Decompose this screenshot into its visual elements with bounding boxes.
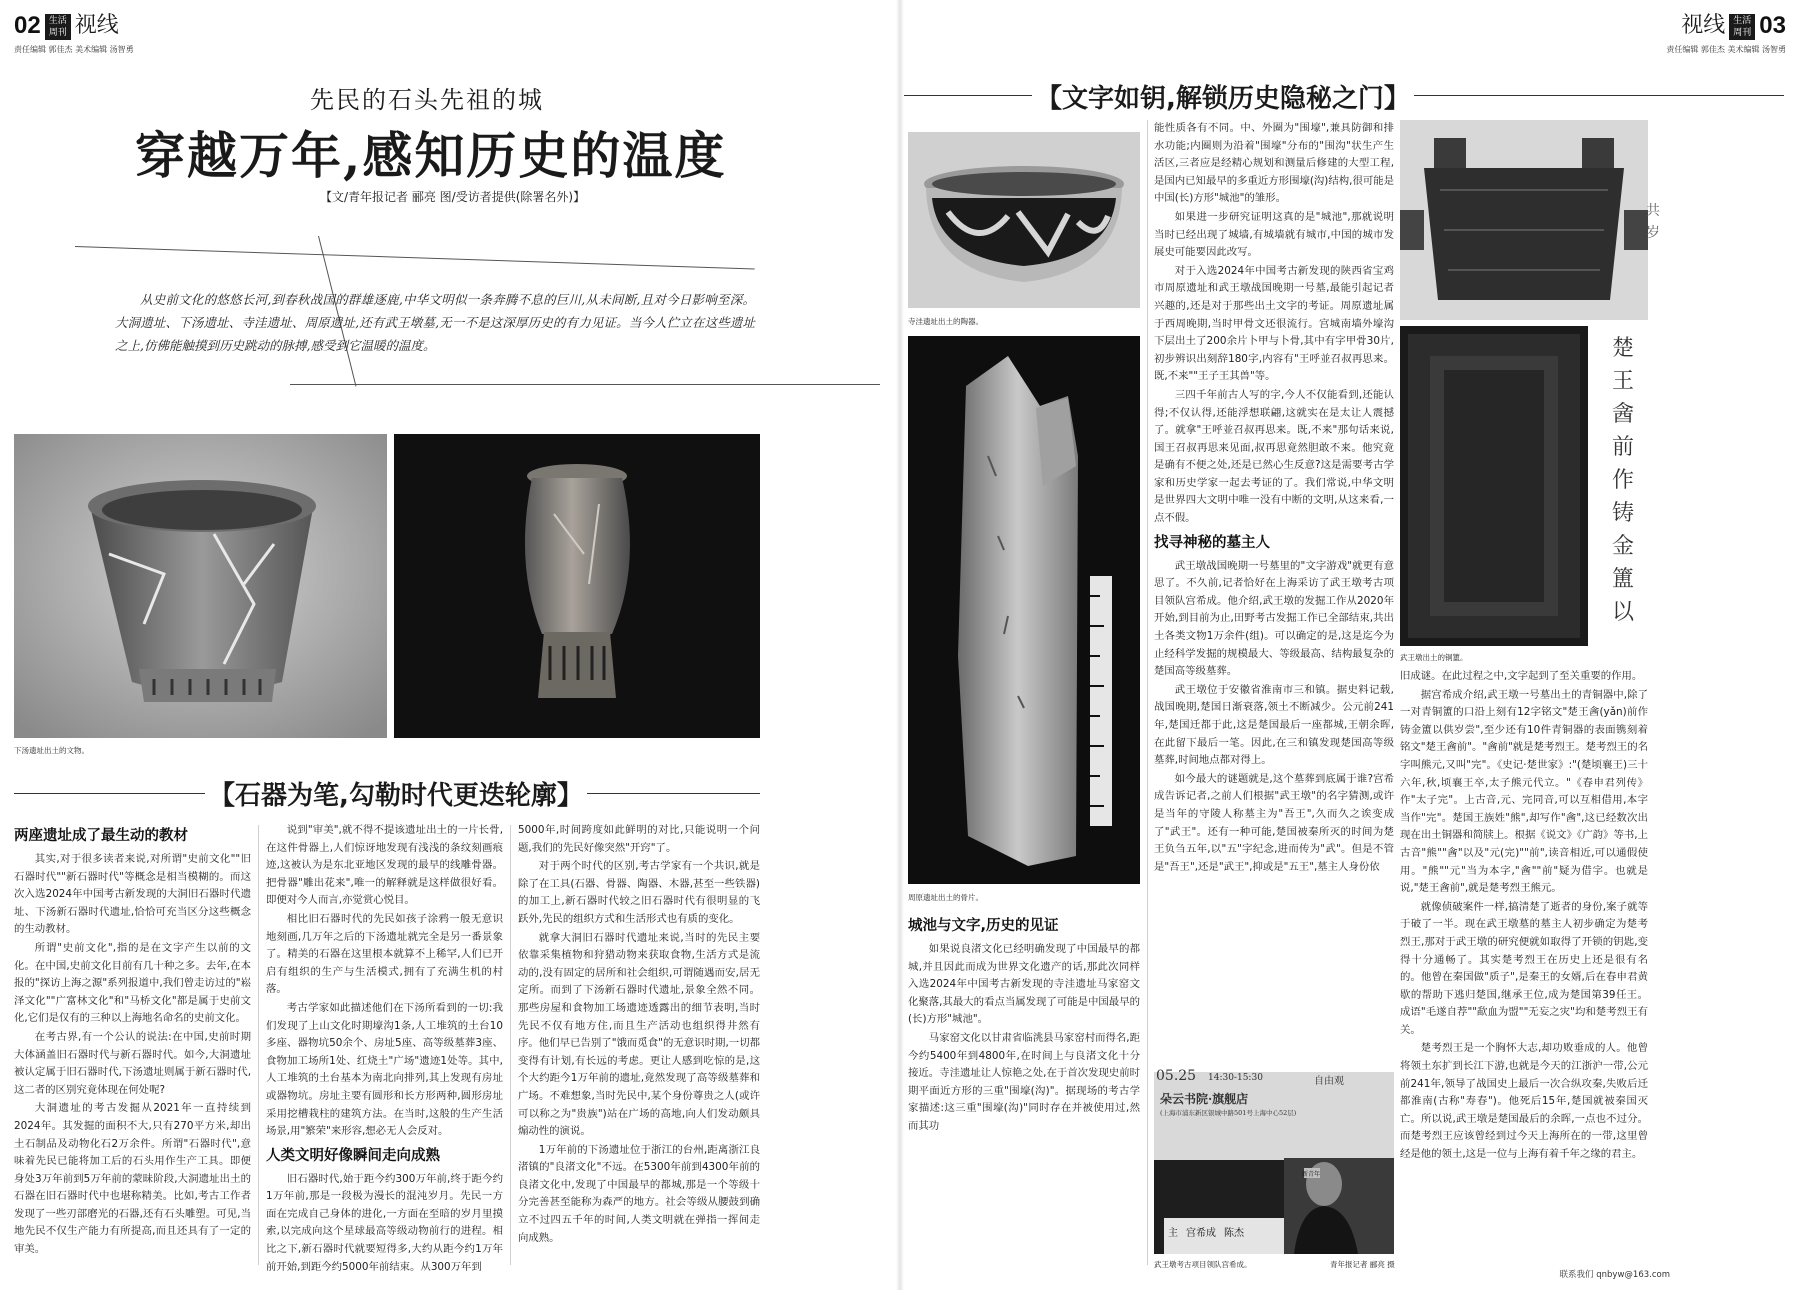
event-time: 14:30-15:30 — [1208, 1073, 1263, 1083]
event-venue: 朵云书院·旗舰店 — [1160, 1092, 1249, 1106]
photo-bronze-fu-interior — [1400, 326, 1588, 646]
page-number: 03 — [1759, 12, 1786, 39]
editors-credit: 责任编辑 郭佳杰 美术编辑 汤智勇 — [1666, 45, 1786, 54]
photo-archaeologist-talk — [1154, 1068, 1394, 1254]
event-banner — [1154, 1068, 1394, 1160]
left-column-2 — [266, 822, 503, 1273]
page-number: 02 — [14, 12, 41, 39]
newspaper-logo: 生活周刊 — [1729, 14, 1755, 40]
paragraph: 楚考烈王是一个胸怀大志,却功败垂成的人。他曾将领土东扩到长江下游,也就是今天的江浙沪一带,公元前241年,领导了战国史上最后一次合纵攻秦,失败后迁都淮南(古称"寿春")。他死后15年,楚国就被秦国灭亡。所以说,武王墩是楚国最后的余晖,一点也不过分。而楚考烈王应该曾经到过今天上海所在的一带,这里曾经是他的领土,这是一位与上海有着千年之缘的君主。 — [1400, 1042, 1648, 1161]
column-divider — [258, 825, 259, 1265]
intro-frame-top-line — [75, 246, 755, 270]
photo-credit: 青年报记者 郦亮 摄 — [1330, 1260, 1395, 1269]
left-masthead — [14, 12, 134, 54]
paragraph: 旧石器时代,始于距今约300万年前,终于距今约1万年前,那是一段极为漫长的混沌岁月。先民一方面在完成自己身体的进化,一方面在至暗的岁月里摸索,以完成向这个星球最高等级动物前行的进程。相比之下,新石器时代就要短得多,大约从距今约1万年前开始,到距今约5000年前结束。从300万年到 — [266, 1172, 503, 1273]
subheading-civilization-matures: 人类文明好像瞬间走向成熟 — [266, 1147, 440, 1164]
desk-nameplates — [1168, 1224, 1244, 1239]
paragraph: 5000年,时间跨度如此鲜明的对比,只能说明一个问题,我们的先民好像突然"开窍"了。 — [518, 824, 760, 854]
right-page — [900, 0, 1800, 1290]
paragraph: 大洞遗址的考古发掘从2021年一直持续到2024年。其发掘的面积不大,只有270平方米,却出土石制品及动物化石2万余件。所谓"石器时代",意味着先民已能将加工后的石头用作生产工具。即便身处3万年前到5万年前的蒙昧阶段,大洞遗址出土的石器在旧石器时代中也堪称精美。比如,考古工作者发现了一些刃部磨光的石器,还有石头雕塑。可见,当地先民不仅生产能力有所提高,而且还具有了一定的审美。 — [14, 1102, 251, 1256]
article-subtitle: 先民的石头先祖的城 — [310, 86, 544, 114]
subheading-tomb-owner: 找寻神秘的墓主人 — [1154, 534, 1270, 551]
column-divider — [510, 825, 511, 1265]
inscription-char: 岁 — [1646, 225, 1660, 241]
paragraph: 对于入选2024年中国考古新发现的陕西省宝鸡市周原遗址和武王墩战国晚期一号墓,最能引起记者兴趣的,还是对于那些出土文字的考证。周原遗址属于西周晚期,当时甲骨文还很流行。宫城南墙外壕沟下层出土了200余片卜甲与卜骨,其中有字甲骨30片,初步辨识出刻辞180字,内容有"王呼並召叔再思来。既,不来""王子王其兽"等。 — [1154, 264, 1394, 383]
subheading-cities-writing: 城池与文字,历史的见证 — [908, 918, 1059, 934]
subheading-two-sites: 两座遗址成了最生动的教材 — [14, 828, 188, 844]
paragraph: 其实,对于很多读者来说,对所谓"史前文化""旧石器时代""新石器时代"等概念是相当模糊的。而这次入选2024年中国考古新发现的大洞旧石器时代遗址、下汤新石器时代遗址,恰恰可充当区分这些概念的生动教材。 — [14, 853, 251, 936]
paragraph: 能性质各有不同。中、外圈为"围壕",兼具防御和排水功能;内圈则为沿着"围壕"分布的"围沟"状生产生活区,三者应是经精心规划和测量后修建的大型工程,是国内已知最早的多重近方形围壕(沟)结构,很可能是中国(长)方形"城池"的雏形。 — [1154, 122, 1395, 205]
paragraph: 1万年前的下汤遗址位于浙江的台州,距离浙江良渚镇的"良渚文化"不远。在5300年前到4300年前的良渚文化中,发现了中国最早的都城,那是一个等级十分完善甚至能称为森严的地方。社会等级从腰鼓到确立不过四五千年的时间,人类文明就在弹指一挥间走向成熟。 — [518, 1143, 760, 1244]
right-column-a — [908, 915, 1140, 1265]
desk-label: 宫希成 — [1186, 1228, 1216, 1239]
paragraph: 马家窑文化以甘肃省临洮县马家窑村而得名,距今约5400年到4800年,在时间上与良渚文化十分接近。寺洼遗址让人惊艳之处,在于首次发现史前时期平面近方形的三重"围壕(沟)"。据现场的考古学家描述:这三重"围壕(沟)"同时存在并被使用过,然而其功 — [908, 1031, 1140, 1132]
paragraph: 对于两个时代的区别,考古学家有一个共识,就是除了在工具(石器、骨器、陶器、木器,甚至一些铁器)的加工上,新石器时代较之旧石器时代有很明显的飞跃外,先民的组织方式和生活形式也有质的变化。 — [518, 860, 760, 925]
inscription-char: 铸 — [1611, 501, 1634, 526]
photo-caption-archaeologist: 武王墩考古项目领队宫希成。 — [1154, 1260, 1252, 1269]
event-label: 自由观 — [1314, 1076, 1344, 1087]
inscription-char: 簠 — [1611, 567, 1634, 592]
paragraph: 就像侦破案件一样,搞清楚了逝者的身份,案子就等于破了一半。现在武王墩墓的墓主人初步确定为楚考烈王,那对于武王墩的研究便就如取得了开锁的钥匙,变得十分通畅了。其实楚考烈王在历史上还是很有名的。他曾在秦国做"质子",是秦王的女婿,后在春申君黄歇的帮助下逃归楚国,继承王位,成为楚国第39任王。成语"毛遂自荐""歃血为盟""无妄之灾"均和楚考烈王有关。 — [1400, 900, 1648, 1036]
inscription-char: 以 — [1611, 600, 1634, 625]
photo-bronze-fu-top — [1400, 120, 1648, 320]
bronze-inscription — [1606, 332, 1640, 629]
paragraph: 相比旧石器时代的先民如孩子涂鸦一般无意识地刻画,几万年之后的下汤遗址就完全是另一番景象了。精美的石器在这里根本就算不上稀罕,人们已开启有组织的生产与生活模式,拥有了充满生机的村落。 — [266, 912, 503, 996]
section-name: 视线 — [1681, 13, 1726, 38]
left-column-1 — [14, 825, 251, 1265]
newspaper-logo: 生活周刊 — [45, 14, 71, 40]
event-address: (上海市浦东新区银城中路501号上海中心52层) — [1160, 1109, 1297, 1117]
photo-xiatang-jar — [394, 434, 760, 738]
inscription-char: 王 — [1611, 369, 1634, 394]
paragraph: 如果说良渚文化已经明确发现了中国最早的都城,并且因此而成为世界文化遗产的话,那此次同样入选2024年中国考古新发现的寺洼遗址马家窑文化聚落,其最大的看点当属发现了可能是中国最早的(长)方形"城池"。 — [908, 943, 1140, 1026]
paragraph: 据宫希成介绍,武王墩一号墓出土的青铜器中,除了一对青铜簠的口沿上刻有12字铭文"楚王酓(yǎn)前作铸金簠以供岁尝",至少还有10件青铜器的表面镌刻着铭文"楚王酓前"。"酓前"就是楚考烈王。楚考烈王的名字叫熊元,又叫"完"。《史记·楚世家》:"(楚顷襄王)三十六年,秋,顷襄王卒,太子熊元代立。"《春申君列传》作"太子完"。上古音,元、完同音,可以互相借用,本字当作"完"。楚国王族姓"熊",却写作"酓",这已经数次出现在出土铜器和简牍上。根据《说文》《广韵》等书,上古音"熊""酓"以及"元(完)""前",读音相近,可以通假使用。"熊""元"当为本字,"酓""前"疑为借字。也就是说,"楚王酓前",就是楚考烈王熊元。 — [1400, 688, 1648, 895]
inscription-char: 酓 — [1611, 402, 1634, 427]
mic-label: 新青年 — [1302, 1171, 1321, 1178]
photo-caption-xiatang: 下汤遗址出土的文物。 — [14, 746, 89, 755]
article-intro: 从史前文化的悠悠长河,到春秋战国的群雄逐鹿,中华文明似一条奔腾不息的巨川,从未间断,且对今日影响至深。大洞遗址、下汤遗址、寺洼遗址、周原遗址,还有武王墩墓,无一不是这深厚历史的有力见证。当今人伫立在这些遗址之上,仿佛能触摸到历史跳动的脉搏,感受到它温暖的温度。 — [115, 292, 755, 353]
paragraph: 在考古界,有一个公认的说法:在中国,史前时期大体涵盖旧石器时代与新石器时代。如今,大洞遗址被认定属于旧石器时代,下汤遗址则属于新石器时代,这二者的区别究竟体现在何处呢? — [14, 1030, 251, 1096]
desk-label: 陈杰 — [1224, 1228, 1244, 1239]
paragraph: 考古学家如此描述他们在下汤所看到的一切:我们发现了上山文化时期壕沟1条,人工堆筑的土台10多座、器物坑50余个、房址5座、高等级墓葬3座、食物加工场所1处、红烧土"广场"遗迹1处等。其中,人工堆筑的土台基本为南北向排列,其上发现有房址或器物坑。房址主要有圆形和长方形两种,圆形房址采用挖槽栽柱的建筑方法。在当时,这般的生产生活场景,用"繁荣"来形容,想必无人会反对。 — [266, 1001, 503, 1138]
bronze-inscription-col2 — [1636, 200, 1670, 244]
right-column-c — [1400, 668, 1648, 1264]
paragraph: 旧成谜。在此过程之中,文字起到了至关重要的作用。 — [1400, 670, 1643, 682]
paragraph: 就拿大洞旧石器时代遗址来说,当时的先民主要依靠采集植物和狩猎动物来获取食物,生活方式是流动的,没有固定的居所和社会组织,可谓随遇而安,居无定所。而到了下汤新石器时代遗址,景象全然不同。那些房屋和食物加工场遗迹透露出的细节表明,当时先民不仅有地方住,而且生产活动也组织得井然有序。他们早已告别了"饿而觅食"的无意识时期,一切都变得有计划,有长远的考虑。更让人感到吃惊的是,这个大约距今1万年前的遗址,竟然发现了高等级墓葬和广场。不难想象,当时先民中,某个身份尊贵之人(或许可以称之为"贵族")站在广场的高地,向人们发动颇具煽动性的演说。 — [518, 931, 760, 1138]
section-name: 视线 — [74, 13, 119, 38]
section-header-stone: 【石器为笔,勾勒时代更迭轮廓】 — [205, 775, 587, 812]
paragraph: 所谓"史前文化",指的是在文字产生以前的文化。在中国,史前文化目前有几十种之多。去年,在本报的"探访上海之源"系列报道中,我们曾走访过的"崧泽文化""广富林文化"和"马桥文化"都是属于史前文化,它们是仅有的三种以上海地名命名的史前文化。 — [14, 941, 251, 1025]
paragraph: 如今最大的谜题就是,这个墓葬到底属于谁?宫希成告诉记者,之前人们根据"武王墩"的名字猜测,或许是当年的守陵人称墓主为"吾王",久而久之诶变成了"武王"。还有一种可能,楚国被秦所灭的时间为楚王负刍五年,以"五"字纪念,进而传为"武"。但是不管是"吾王",还是"武王",抑或是"五王",墓主人身份依 — [1154, 772, 1394, 873]
photo-siwa-painted-bowl — [908, 132, 1140, 308]
inscription-char: 金 — [1611, 534, 1634, 559]
article-title: 穿越万年,感知历史的温度 — [135, 126, 727, 185]
paragraph: 武王墩位于安徽省淮南市三和镇。据史料记载,战国晚期,楚国日渐衰落,领土不断减少。公元前241年,楚国迁都于此,这是楚国最后一座都城,王朝余晖,在此留下最后一笔。因此,在三和镇发现楚国高等级墓葬,时间地点都对得上。 — [1154, 683, 1394, 767]
desk-label: 主 — [1168, 1228, 1178, 1239]
contact-footer: 联系我们 qnbyw@163.com — [1559, 1270, 1670, 1280]
photo-caption-siwa: 寺洼遗址出土的陶器。 — [908, 317, 983, 326]
article-byline: 【文/青年报记者 郦亮 图/受访者提供(除署名外)】 — [320, 190, 586, 204]
editors-credit: 责任编辑 郭佳杰 美术编辑 汤智勇 — [14, 45, 134, 54]
paragraph: 说到"审美",就不得不提该遗址出土的一片长骨,在这件骨器上,人们惊讶地发现有浅浅的条纹刻画痕迹,这被认为是东北亚地区发现的最早的线雕骨器。把骨器"雕出花来",唯一的解释就是这样做很好看。即便对今人而言,亦觉赏心悦目。 — [266, 824, 503, 907]
inscription-char: 作 — [1611, 468, 1634, 493]
event-date: 05.25 — [1156, 1068, 1197, 1084]
photo-xiatang-bowl — [14, 434, 387, 738]
column-divider — [1147, 120, 1148, 1265]
paragraph: 如果进一步研究证明这真的是"城池",那就说明当时已经出现了城墙,有城墙就有城市,中国的城市发展史可能要因此改写。 — [1154, 210, 1394, 259]
intro-frame-bottom-line — [290, 384, 880, 385]
left-column-3 — [518, 822, 760, 1265]
photo-zhouyuan-bone — [908, 336, 1140, 884]
photo-caption-bronze: 武王墩出土的铜簠。 — [1400, 653, 1468, 662]
paragraph: 三四千年前古人写的字,今人不仅能看到,还能认得;不仅认得,还能浮想联翩,这就实在是太让人震撼了。就拿"王呼並召叔再思来。既,不来"那句话来说,国王召叔再思来见面,叔再思竟然胆敢不来。他究竟是确有不便之处,还是已然心生反意?这是需要考古学家和历史学家一起去考证的了。我们常说,中华文明是世界四大文明中唯一没有中断的文明,从这来看,一点不假。 — [1154, 388, 1394, 525]
inscription-char: 前 — [1611, 435, 1634, 460]
right-masthead — [1666, 12, 1786, 54]
inscription-char: 楚 — [1611, 336, 1634, 361]
section-header-writing: 【文字如钥,解锁历史隐秘之门】 — [1032, 78, 1414, 115]
paragraph: 武王墩战国晚期一号墓里的"文字游戏"就更有意思了。不久前,记者恰好在上海采访了武王墩考古项目领队宫希成。他介绍,武王墩的发掘工作从2020年开始,到目前为止,田野考古发掘工作已全部结束,共出土各类文物1万余件(组)。可以确定的是,这是迄今为止经科学发掘的规模最大、等级最高、结构最复杂的楚国高等级墓葬。 — [1154, 559, 1394, 678]
photo-caption-zhouyuan: 周原遗址出土的骨片。 — [908, 893, 983, 902]
right-column-b — [1154, 120, 1394, 1065]
inscription-char: 共 — [1646, 203, 1660, 219]
